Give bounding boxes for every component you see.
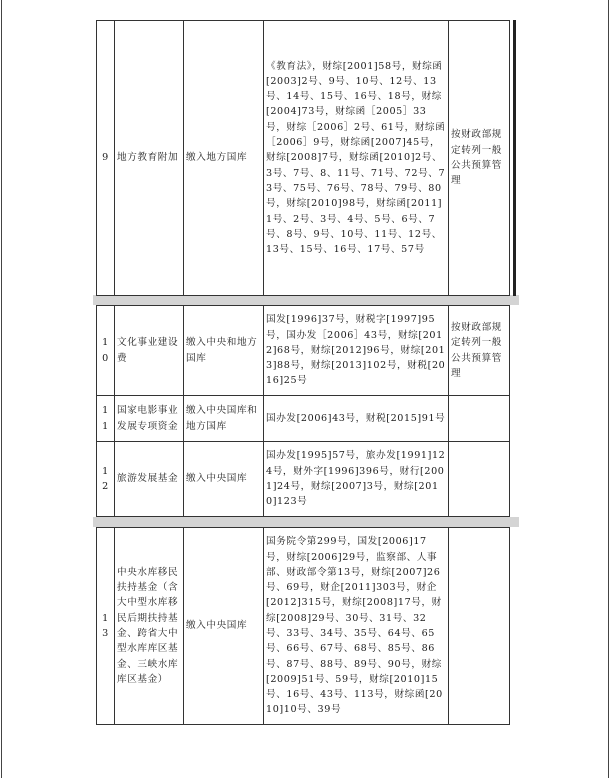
- fund-name: 文化事业建设费: [115, 306, 184, 396]
- fund-destination: 缴入地方国库: [184, 21, 264, 296]
- page-gap: [93, 517, 519, 527]
- table-row: [97, 528, 510, 725]
- fund-destination: 缴入中央和地方国库: [184, 306, 264, 396]
- legal-basis: 国务院令第299号，国发[2006]17号，财综[2006]29号，监察部、人事部、财政部令第13号，财综[2007]26号、69号，财企[2011]303号，财企[2012]315号，财综[2008]17号，财综[2008]29号、30号、31号、32号、33号、34号、35号、64号、65号、66号、67号、68号、85号、86号、87号、88号、89号、90号，财综[2009]51号、59号，财综[2010]15号、16号、43号、113号，财综函[2010]10号、39号: [264, 528, 449, 725]
- management-note: [449, 528, 510, 725]
- fund-name: 旅游发展基金: [115, 442, 184, 517]
- fee-table-segment-2: [96, 305, 510, 517]
- table-row: [97, 396, 510, 442]
- fund-name: 中央水库移民扶持基金（含大中型水库移民后期扶持基金、跨省大中型水库库区基金、三峡水库库区基金）: [115, 528, 184, 725]
- management-note: 按财政部规定转列一般公共预算管理: [449, 21, 510, 296]
- management-note: [449, 442, 510, 517]
- row-number: 9: [97, 21, 115, 296]
- fund-name: 国家电影事业发展专项资金: [115, 396, 184, 442]
- page-border-left: [1, 0, 2, 778]
- row-number: 12: [97, 442, 115, 517]
- fund-destination: 缴入中央国库和地方国库: [184, 396, 264, 442]
- fund-name: 地方教育附加: [115, 21, 184, 296]
- table-row: [97, 442, 510, 517]
- table-row: [97, 21, 510, 296]
- legal-basis: 《教育法》，财综[2001]58号，财综函[2003]2号、9号、10号、12号、13号、14号、15号、16号、18号，财综[2004]73号，财综函［2005］33号，财综［2006］2号、61号，财综函［2006］9号，财综函[2007]45号，财综[2008]7号，财综函[2010]2号、3号、7号、8、11号、71号、72号、73号、75号、76号、78号、79号、80号，财综[2010]98号，财综函[2011]1号、2号、3号、4号、5号、6号、7号、8号、9号、10号、11号、12号、13号、15号、16号、17号、57号: [264, 21, 449, 296]
- fund-destination: 缴入中央国库: [184, 442, 264, 517]
- row-number: 13: [97, 528, 115, 725]
- row-number: 10: [97, 306, 115, 396]
- fee-table-segment-3: [96, 527, 510, 725]
- management-note: 按财政部规定转列一般公共预算管理: [449, 306, 510, 396]
- table-row: [97, 306, 510, 396]
- legal-basis: 国办发[1995]57号，旅办发[1991]124号，财外字[1996]396号，财行[2001]24号，财综[2007]3号，财综[2010]123号: [264, 442, 449, 517]
- management-note: [449, 396, 510, 442]
- row-number: 11: [97, 396, 115, 442]
- page-gap: [93, 295, 519, 305]
- fund-destination: 缴入中央国库: [184, 528, 264, 725]
- table-shadow: [513, 20, 516, 296]
- page-border-right: [608, 0, 609, 778]
- fee-table-segment-1: [96, 20, 510, 296]
- legal-basis: 国办发[2006]43号，财税[2015]91号: [264, 396, 449, 442]
- legal-basis: 国发[1996]37号，财税字[1997]95号，国办发［2006］43号，财综[2012]68号，财综[2012]96号，财综[2013]88号，财综[2013]102号，财税[2016]25号: [264, 306, 449, 396]
